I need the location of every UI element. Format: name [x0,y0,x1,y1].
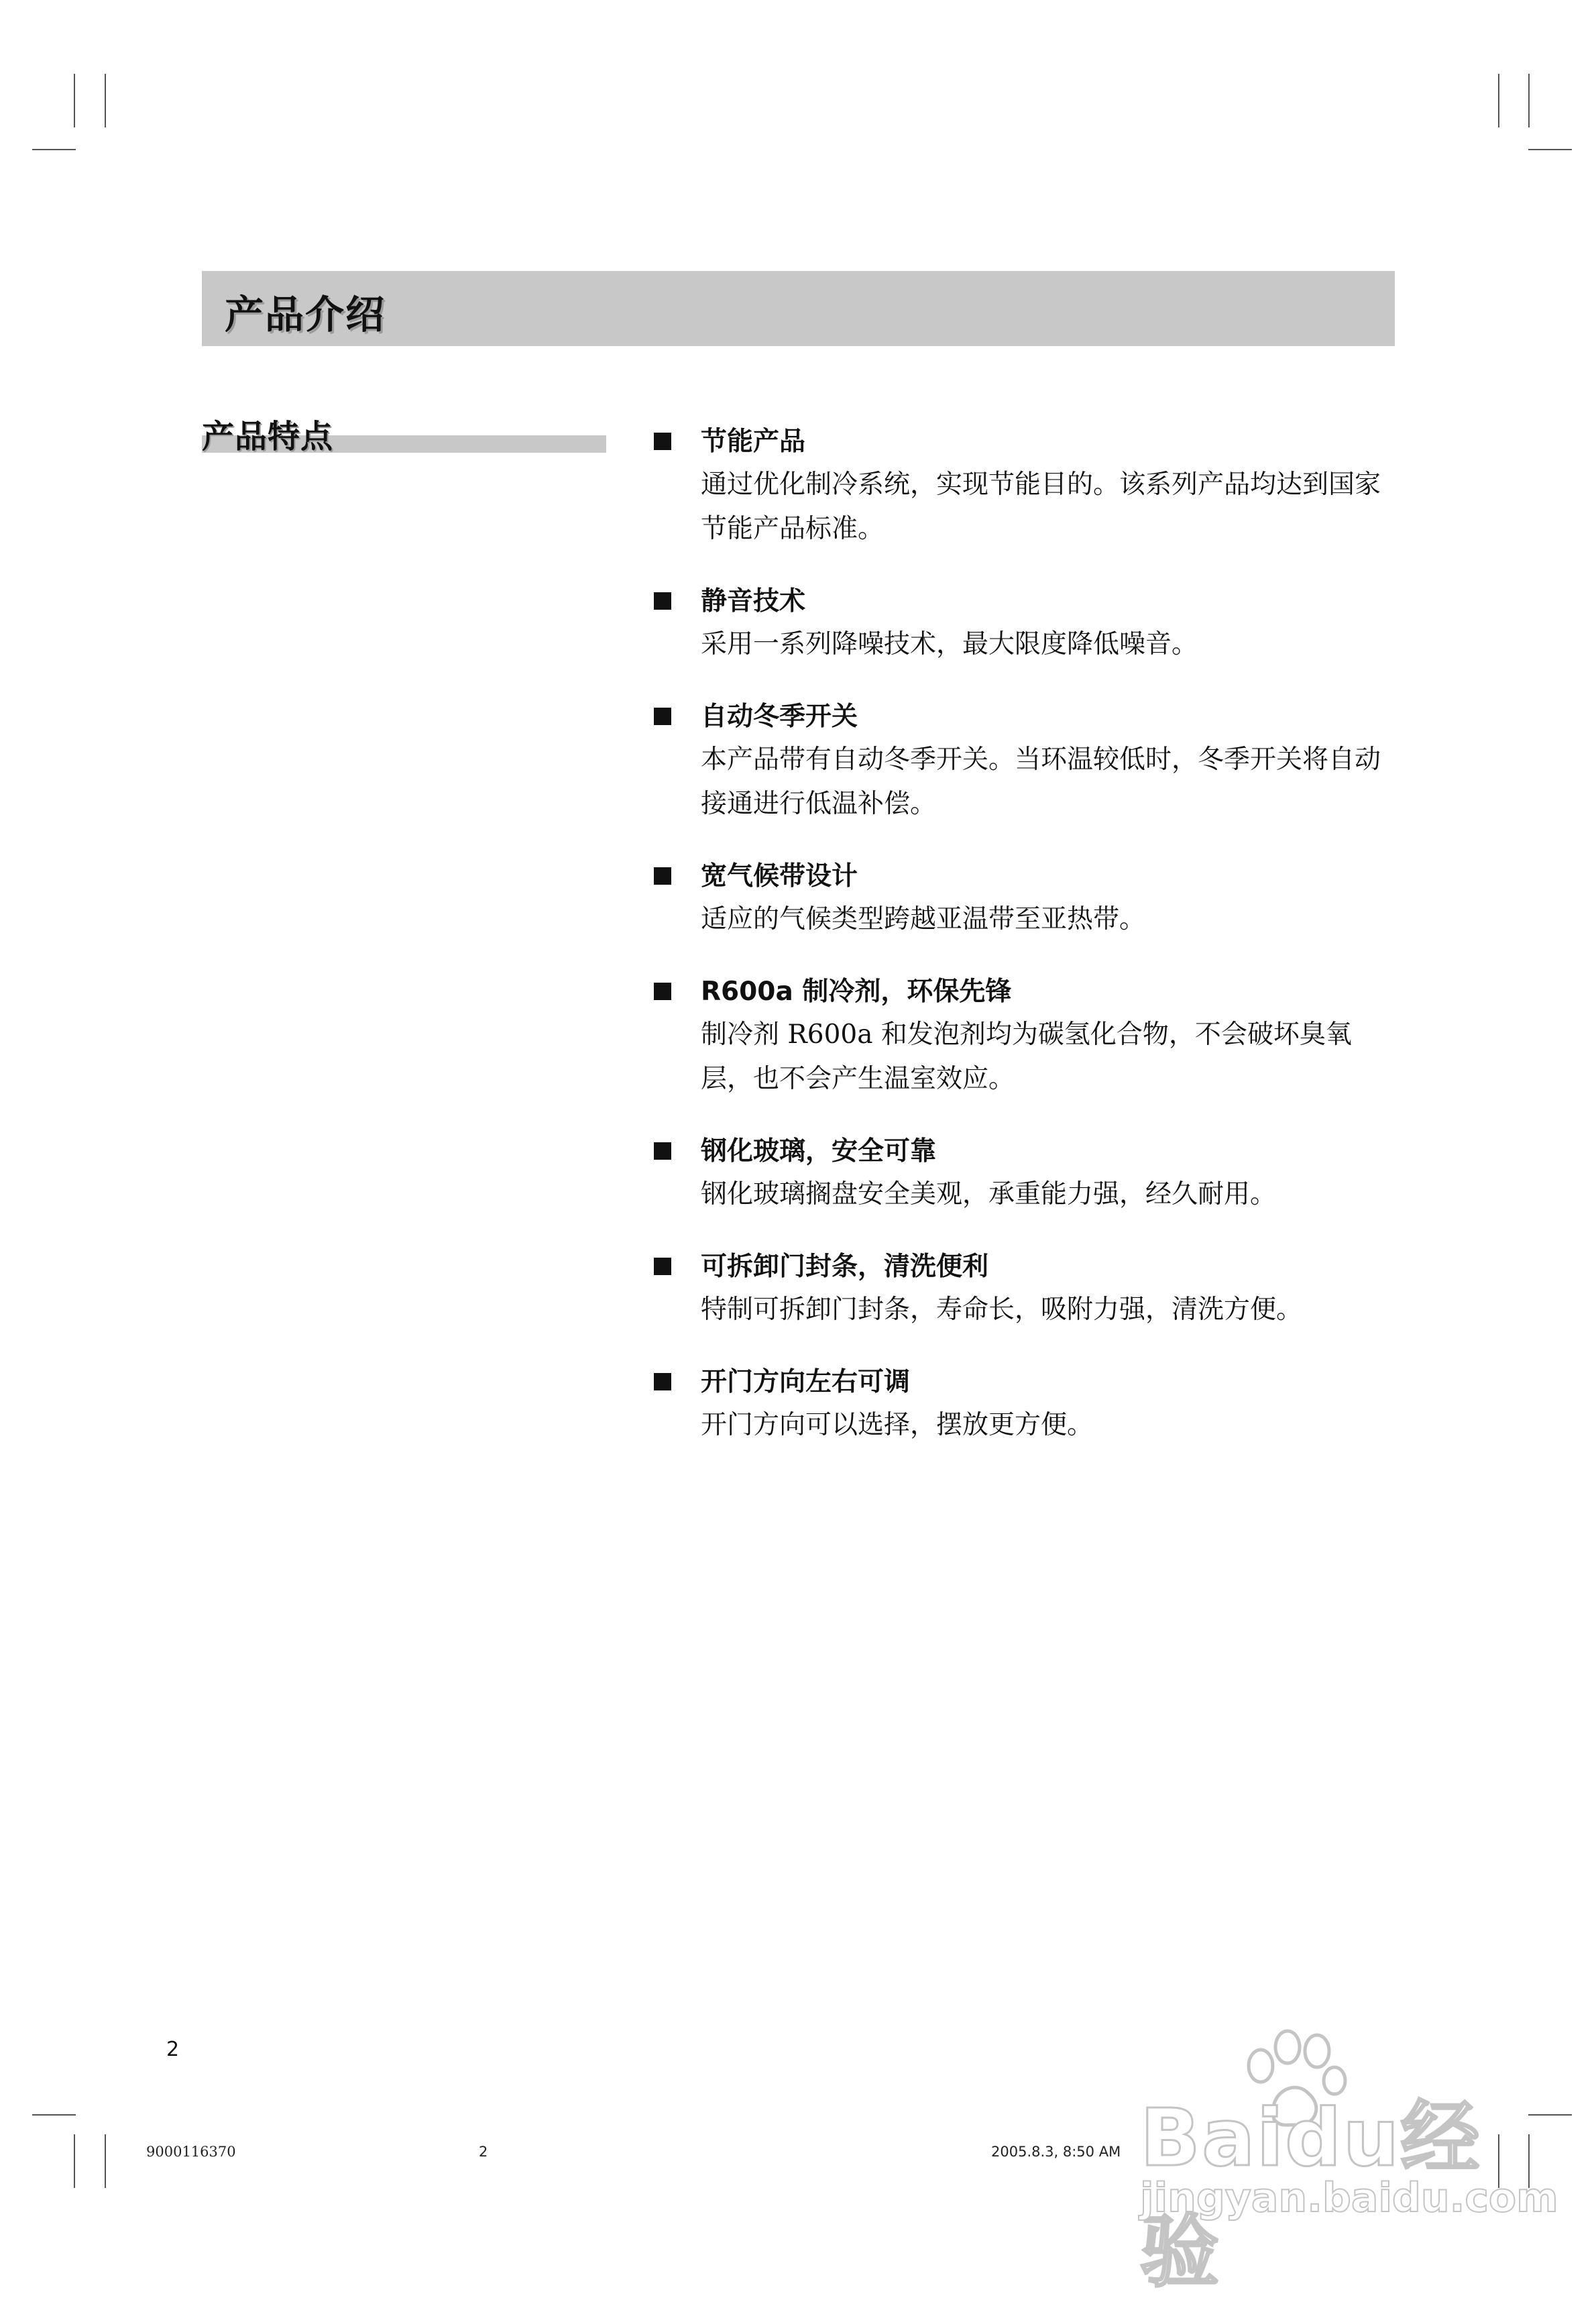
feature-item [654,1362,1398,1447]
square-bullet-icon [654,1258,671,1275]
subsection-title: 产品特点 [202,418,334,455]
watermark-url: jingyan.baidu.com [1140,2175,1558,2222]
crop-mark-bottom-right-h [1528,2114,1572,2116]
section-title: 产品介绍 [225,292,386,337]
crop-mark-top-right-v2 [1528,74,1530,127]
section-title-bar [202,271,1395,346]
feature-description: 适应的气候类型跨越亚温带至亚热带。 [701,904,1146,934]
feature-title: 开门方向左右可调 [701,1367,911,1397]
footer-doc-id: 9000116370 [146,2144,236,2160]
feature-item [654,696,1398,826]
feature-description: 制冷剂 R600a 和发泡剂均为碳氢化合物，不会破坏臭氧层，也不会产生温室效应。 [701,1020,1352,1094]
square-bullet-icon [654,1142,671,1160]
feature-title: 自动冬季开关 [701,702,858,732]
crop-mark-bottom-left-h [32,2114,76,2116]
footer-page: 2 [479,2144,488,2160]
watermark-logo-text: Baidu经验 [1140,2091,1481,2298]
square-bullet-icon [654,1373,671,1390]
feature-description: 采用一系列降噪技术，最大限度降低噪音。 [701,629,1198,659]
feature-title: 节能产品 [701,427,806,457]
feature-description: 开门方向可以选择，摆放更方便。 [701,1410,1094,1440]
feature-item [654,971,1398,1101]
feature-title: 静音技术 [701,586,806,616]
feature-description: 特制可拆卸门封条，寿命长，吸附力强，清洗方便。 [701,1295,1303,1325]
footer-timestamp: 2005.8.3, 8:50 AM [991,2144,1121,2160]
feature-title: 钢化玻璃，安全可靠 [701,1136,937,1166]
feature-item [654,1131,1398,1217]
subsection-heading [202,410,606,457]
feature-title: 可拆卸门封条，清洗便利 [701,1252,989,1282]
baidu-jingyan-watermark [1133,2026,1558,2298]
feature-title: 宽气候带设计 [701,861,858,891]
crop-mark-bottom-left-v1 [74,2134,75,2188]
feature-list [654,421,1398,1477]
crop-mark-top-left-v2 [105,74,106,127]
square-bullet-icon [654,592,671,610]
square-bullet-icon [654,867,671,885]
feature-description: 本产品带有自动冬季开关。当环温较低时，冬季开关将自动接通进行低温补偿。 [701,745,1381,819]
feature-title: R600a 制冷剂，环保先锋 [701,977,1012,1007]
feature-item [654,581,1398,667]
crop-mark-top-left-v1 [74,74,75,127]
square-bullet-icon [654,433,671,450]
crop-mark-bottom-left-v2 [105,2134,106,2188]
square-bullet-icon [654,983,671,1000]
crop-mark-top-left-h [32,149,76,150]
page-number: 2 [166,2038,180,2061]
feature-description: 钢化玻璃搁盘安全美观，承重能力强，经久耐用。 [701,1179,1277,1209]
feature-description: 通过优化制冷系统，实现节能目的。该系列产品均达到国家节能产品标准。 [701,470,1381,544]
feature-item [654,856,1398,942]
feature-item [654,421,1398,551]
square-bullet-icon [654,708,671,725]
crop-mark-top-right-h [1528,149,1572,150]
crop-mark-top-right-v1 [1498,74,1499,127]
feature-item [654,1246,1398,1332]
